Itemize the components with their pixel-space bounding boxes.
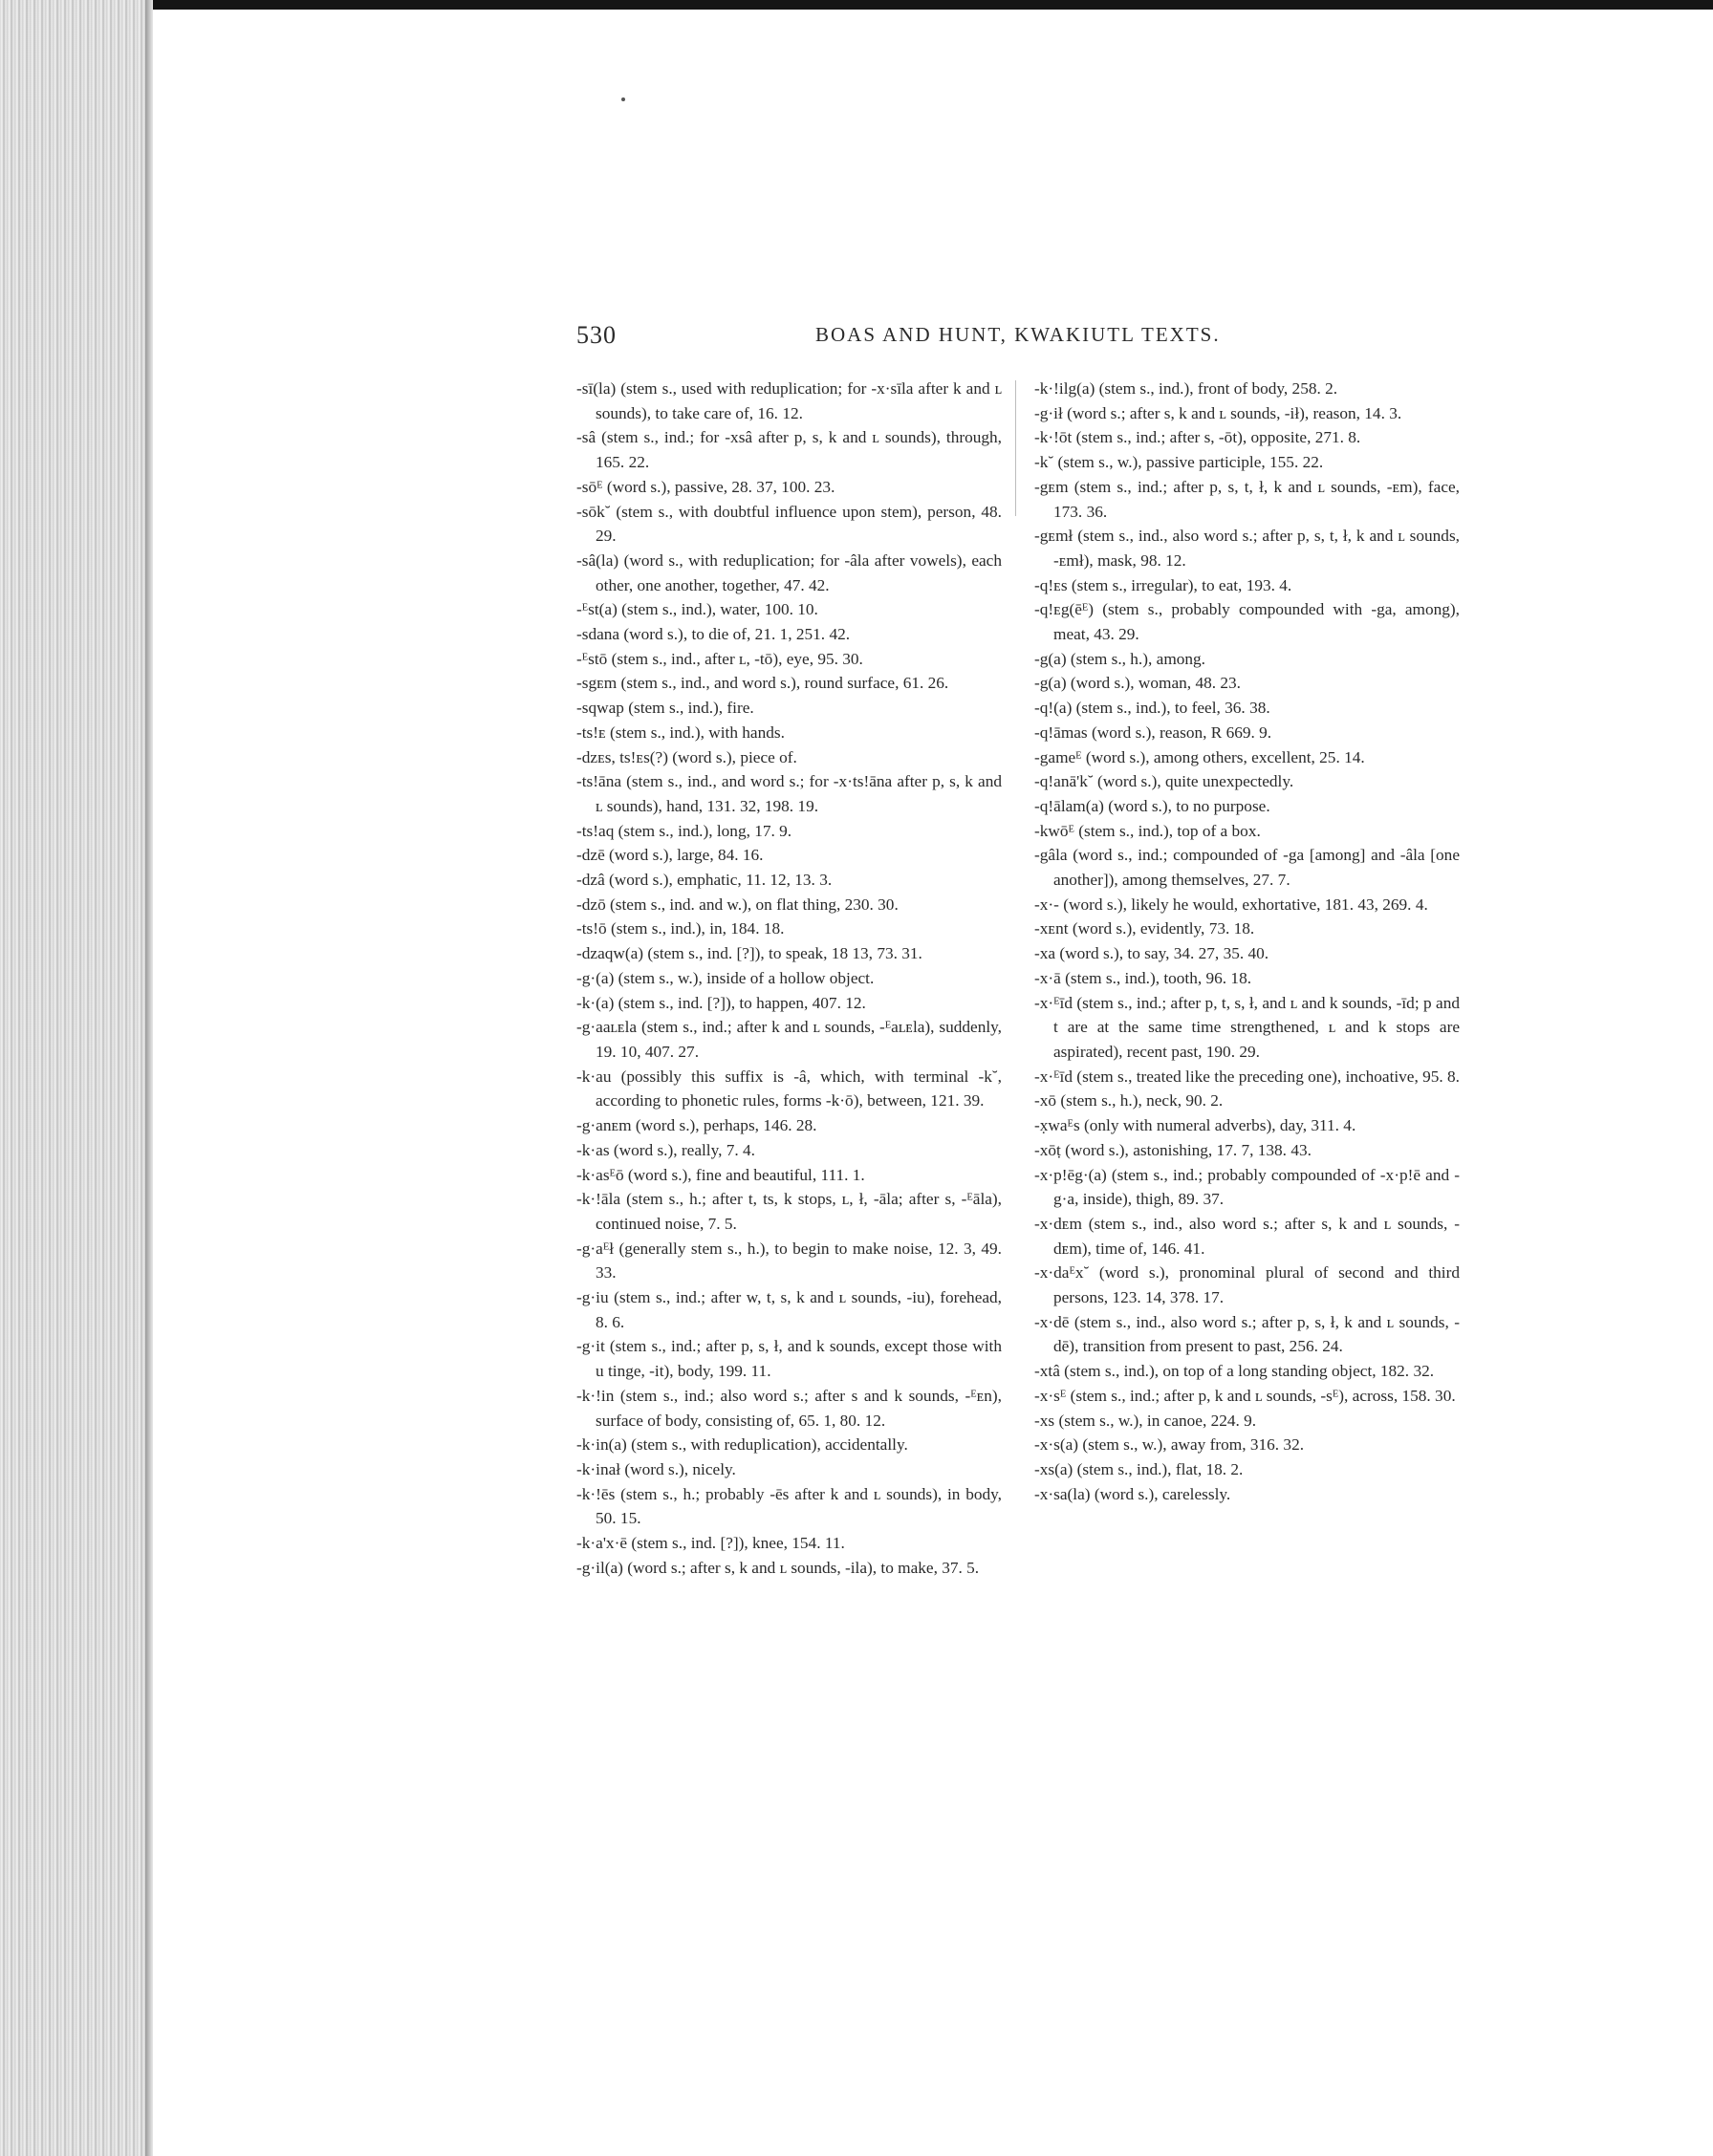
- dictionary-entry: -gᴇmł (stem s., ind., also word s.; after p, s, t, ł, k and ʟ sounds, -ᴇmł), mask, 98. 12.: [1034, 527, 1460, 570]
- dictionary-entry: -sī(la) (stem s., used with reduplication; for -x·sīla after k and ʟ sounds), to take care of, 16. 12.: [576, 379, 1002, 422]
- dictionary-entry: -sōk˘ (stem s., with doubtful influence upon stem), person, 48. 29.: [576, 502, 1002, 546]
- scan-speck: [621, 97, 625, 101]
- dictionary-entry: -ts!ō (stem s., ind.), in, 184. 18.: [576, 919, 785, 938]
- dictionary-entry: -x·p!ēg·(a) (stem s., ind.; probably compounded of -x·p!ē and -g·a, inside), thigh, 89. 37.: [1034, 1165, 1460, 1209]
- dictionary-entry: -k·in(a) (stem s., with reduplication), accidentally.: [576, 1435, 908, 1455]
- page-number: 530: [576, 321, 617, 349]
- dictionary-entry: -dzᴇs, ts!ᴇs(?) (word s.), piece of.: [576, 747, 797, 766]
- dictionary-entry: -g(a) (word s.), woman, 48. 23.: [1034, 674, 1241, 693]
- dictionary-entry: -gâla (word s., ind.; compounded of -ga [among] and -âla [one another]), among themselves, 27. 7.: [1034, 846, 1460, 890]
- running-head: [576, 321, 1513, 356]
- dictionary-entry: -x·sa(la) (word s.), carelessly.: [1034, 1484, 1231, 1503]
- dictionary-entry: -xō (stem s., h.), neck, 90. 2.: [1034, 1091, 1224, 1110]
- dictionary-entry: -k·asᴱō (word s.), fine and beautiful, 111. 1.: [576, 1165, 865, 1184]
- dictionary-entry: -g·it (stem s., ind.; after p, s, ł, and k sounds, except those with u tinge, -it), body, 199. 11.: [576, 1337, 1002, 1381]
- left-column: [576, 377, 1002, 1580]
- dictionary-entry: -xᴇnt (word s.), evidently, 73. 18.: [1034, 919, 1255, 938]
- dictionary-entry: -sâ (stem s., ind.; for -xsâ after p, s, k and ʟ sounds), through, 165. 22.: [576, 428, 1002, 472]
- dictionary-entry: -x·ᴱīd (stem s., treated like the preceding one), inchoative, 95. 8.: [1034, 1067, 1461, 1086]
- dictionary-entry: -k·inał (word s.), nicely.: [576, 1459, 736, 1478]
- dictionary-entry: -ts!aq (stem s., ind.), long, 17. 9.: [576, 821, 792, 840]
- dictionary-entry: -dzâ (word s.), emphatic, 11. 12, 13. 3.: [576, 871, 833, 890]
- dictionary-entry: -q!ālam(a) (word s.), to no purpose.: [1034, 796, 1270, 815]
- dictionary-entry: -k·as (word s.), really, 7. 4.: [576, 1140, 755, 1159]
- dictionary-entry: -gᴇm (stem s., ind.; after p, s, t, ł, k and ʟ sounds, -ᴇm), face, 173. 36.: [1034, 477, 1460, 521]
- dictionary-entry: -x·ā (stem s., ind.), tooth, 96. 18.: [1034, 968, 1252, 987]
- dictionary-entry: -gameᴱ (word s.), among others, excellent, 25. 14.: [1034, 747, 1365, 766]
- dictionary-entry: -x·daᴱx˘ (word s.), pronominal plural of second and third persons, 123. 14, 378. 17.: [1034, 1263, 1460, 1307]
- running-title: BOAS AND HUNT, KWAKIUTL TEXTS.: [815, 323, 1221, 346]
- dictionary-entry: -ts!ᴇ (stem s., ind.), with hands.: [576, 722, 785, 742]
- dictionary-entry: -k·!āla (stem s., h.; after t, ts, k stops, ʟ, ł, -āla; after s, -ᴱāla), continued noise, 7. 5.: [576, 1190, 1002, 1233]
- dictionary-entry: -sōᴱ (word s.), passive, 28. 37, 100. 23.: [576, 477, 835, 496]
- dictionary-entry: -x·dē (stem s., ind., also word s.; after p, s, ł, k and ʟ sounds, -dē), transition from present to past, 256. 24.: [1034, 1312, 1460, 1356]
- right-column: [1034, 377, 1460, 1506]
- dictionary-entry: -x̣waᴱs (only with numeral adverbs), day, 311. 4.: [1034, 1116, 1356, 1135]
- dictionary-entry: -xa (word s.), to say, 34. 27, 35. 40.: [1034, 944, 1269, 963]
- dictionary-entry: -sgᴇm (stem s., ind., and word s.), round surface, 61. 26.: [576, 674, 949, 693]
- dictionary-entry: -x·ᴱīd (stem s., ind.; after p, t, s, ł, and ʟ and k sounds, -īd; p and t are at the same time strengthened, ʟ and k stops are aspirated), recent past, 190. 29.: [1034, 993, 1460, 1061]
- scan-top-border: [0, 0, 1713, 10]
- dictionary-entry: -q!ᴇg(ēᴱ) (stem s., probably compounded with -ga, among), meat, 43. 29.: [1034, 600, 1460, 644]
- dictionary-entry: -dzē (word s.), large, 84. 16.: [576, 846, 764, 865]
- dictionary-entry: -g(a) (stem s., h.), among.: [1034, 649, 1206, 668]
- dictionary-entry: -xtâ (stem s., ind.), on top of a long standing object, 182. 32.: [1034, 1362, 1435, 1381]
- dictionary-entry: -g·anᴇm (word s.), perhaps, 146. 28.: [576, 1116, 817, 1135]
- dictionary-entry: -x·- (word s.), likely he would, exhortative, 181. 43, 269. 4.: [1034, 895, 1428, 914]
- dictionary-entry: -q!ᴇs (stem s., irregular), to eat, 193. 4.: [1034, 575, 1292, 594]
- dictionary-entry: -sâ(la) (word s., with reduplication; for -âla after vowels), each other, one another, together, 47. 42.: [576, 550, 1002, 594]
- dictionary-entry: -q!anā'k˘ (word s.), quite unexpectedly.: [1034, 772, 1294, 791]
- dictionary-entry: -k·au (possibly this suffix is -â, which, with terminal -k˘, according to phonetic rules, forms -k·ō), between, 121. 39.: [576, 1067, 1002, 1110]
- dictionary-entry: -dzaqw(a) (stem s., ind. [?]), to speak, 18 13, 73. 31.: [576, 944, 922, 963]
- dictionary-entry: -q!āmas (word s.), reason, R 669. 9.: [1034, 722, 1272, 742]
- book-page-edges: [0, 0, 153, 2156]
- dictionary-entry: -sdana (word s.), to die of, 21. 1, 251. 42.: [576, 625, 851, 644]
- dictionary-entry: -g·il(a) (word s.; after s, k and ʟ sounds, -ila), to make, 37. 5.: [576, 1558, 980, 1577]
- dictionary-entry: -xs (stem s., w.), in canoe, 224. 9.: [1034, 1411, 1257, 1430]
- dictionary-entry: -k·!in (stem s., ind.; also word s.; after s and k sounds, -ᴱᴇn), surface of body, consisting of, 65. 1, 80. 12.: [576, 1386, 1002, 1430]
- column-rule: [1015, 380, 1016, 516]
- dictionary-entry: -ᴱst(a) (stem s., ind.), water, 100. 10.: [576, 600, 818, 619]
- dictionary-entry: -g·aaʟᴇla (stem s., ind.; after k and ʟ sounds, -ᴱaʟᴇla), suddenly, 19. 10, 407. 27.: [576, 1018, 1002, 1061]
- dictionary-entry: -k˘ (stem s., w.), passive participle, 155. 22.: [1034, 453, 1324, 472]
- dictionary-entry: -g·(a) (stem s., w.), inside of a hollow object.: [576, 968, 875, 987]
- dictionary-entry: -xōṭ (word s.), astonishing, 17. 7, 138. 43.: [1034, 1140, 1312, 1159]
- dictionary-entry: -x·dᴇm (stem s., ind., also word s.; after s, k and ʟ sounds, -dᴇm), time of, 146. 41.: [1034, 1214, 1460, 1258]
- dictionary-entry: -g·iu (stem s., ind.; after w, t, s, k and ʟ sounds, -iu), forehead, 8. 6.: [576, 1288, 1002, 1331]
- dictionary-entry: -g·aᴱł (generally stem s., h.), to begin to make noise, 12. 3, 49. 33.: [576, 1239, 1002, 1283]
- dictionary-entry: -sqwap (stem s., ind.), fire.: [576, 699, 754, 718]
- dictionary-entry: -k·!ōt (stem s., ind.; after s, -ōt), opposite, 271. 8.: [1034, 428, 1361, 447]
- dictionary-entry: -q!(a) (stem s., ind.), to feel, 36. 38.: [1034, 699, 1270, 718]
- dictionary-entry: -ᴱstō (stem s., ind., after ʟ, -tō), eye, 95. 30.: [576, 649, 863, 668]
- dictionary-entry: -kwōᴱ (stem s., ind.), top of a box.: [1034, 821, 1261, 840]
- dictionary-entry: -xs(a) (stem s., ind.), flat, 18. 2.: [1034, 1459, 1244, 1478]
- dictionary-entry: -x·sᴱ (stem s., ind.; after p, k and ʟ sounds, -sᴱ), across, 158. 30.: [1034, 1386, 1456, 1405]
- dictionary-entry: -k·!ēs (stem s., h.; probably -ēs after k and ʟ sounds), in body, 50. 15.: [576, 1484, 1002, 1528]
- dictionary-entry: -g·ił (word s.; after s, k and ʟ sounds, -ił), reason, 14. 3.: [1034, 403, 1402, 422]
- dictionary-entry: -ts!āna (stem s., ind., and word s.; for -x·ts!āna after p, s, k and ʟ sounds), hand, 131. 32, 198. 19.: [576, 772, 1002, 815]
- dictionary-entry: -k·a'x·ē (stem s., ind. [?]), knee, 154. 11.: [576, 1534, 845, 1553]
- dictionary-entry: -k·(a) (stem s., ind. [?]), to happen, 407. 12.: [576, 993, 866, 1012]
- dictionary-entry: -dzō (stem s., ind. and w.), on flat thing, 230. 30.: [576, 895, 899, 914]
- dictionary-entry: -k·!ilg(a) (stem s., ind.), front of body, 258. 2.: [1034, 379, 1338, 398]
- dictionary-entry: -x·s(a) (stem s., w.), away from, 316. 32.: [1034, 1435, 1305, 1455]
